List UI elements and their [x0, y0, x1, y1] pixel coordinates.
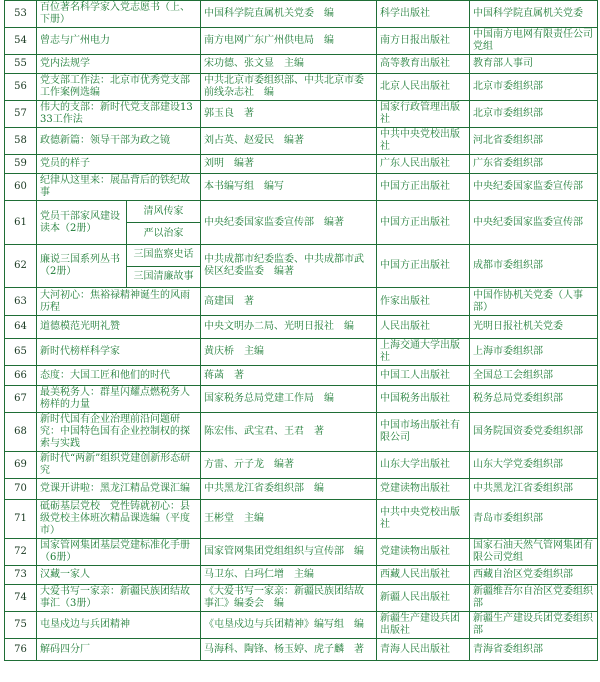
table-row — [5, 128, 598, 155]
row-number-cell: 74 — [5, 585, 37, 612]
table-row — [5, 174, 598, 201]
publisher-cell: 山东大学出版社 — [377, 452, 470, 479]
author-cell: 《大爱书写一家亲：新疆民族团结故事汇》编委会 编 — [201, 585, 377, 612]
recommending-org-cell: 成都市委组织部 — [470, 245, 598, 288]
row-number-cell: 54 — [5, 28, 37, 55]
book-title-cell: 解码四分厂 — [37, 639, 201, 661]
table-row — [5, 101, 598, 128]
recommending-org-cell: 新疆维吾尔自治区党委组织部 — [470, 585, 598, 612]
publisher-cell: 国家行政管理出版社 — [377, 101, 470, 128]
author-cell: 方雷、亓子龙 编著 — [201, 452, 377, 479]
author-cell: 《屯垦戍边与兵团精神》编写组 编 — [201, 612, 377, 639]
book-title-cell: 党员的样子 — [37, 155, 201, 174]
row-number-cell: 68 — [5, 413, 37, 452]
book-title-cell: 廉说三国系列丛书（2册） — [37, 245, 127, 288]
book-title-cell: 政德新篇：领导干部为政之镜 — [37, 128, 201, 155]
table-row — [5, 288, 598, 316]
row-number-cell: 75 — [5, 612, 37, 639]
table-row — [5, 413, 598, 452]
row-number-cell: 66 — [5, 366, 37, 386]
recommending-org-cell: 西藏自治区党委组织部 — [470, 566, 598, 585]
recommending-org-cell: 上海市委组织部 — [470, 339, 598, 366]
recommending-org-cell: 北京市委组织部 — [470, 101, 598, 128]
table-row — [5, 566, 598, 585]
publisher-cell: 中国方正出版社 — [377, 174, 470, 201]
recommending-org-cell: 中共黑龙江省委组织部 — [470, 479, 598, 500]
publisher-cell: 新疆人民出版社 — [377, 585, 470, 612]
row-number-cell: 71 — [5, 500, 37, 539]
recommending-org-cell: 教育部人事司 — [470, 55, 598, 74]
book-title-cell: 党内法规学 — [37, 55, 201, 74]
author-cell: 高建国 著 — [201, 288, 377, 316]
row-number-cell: 61 — [5, 201, 37, 245]
publisher-cell: 中国市场出版社有限公司 — [377, 413, 470, 452]
book-title-cell: 新时代“两新”组织党建创新形态研究 — [37, 452, 201, 479]
sub-volume-cell: 三国监察史话 — [127, 245, 201, 267]
publisher-cell: 人民出版社 — [377, 316, 470, 339]
book-title-cell: 大爱书写一家亲：新疆民族团结故事汇（3册） — [37, 585, 201, 612]
recommending-org-cell: 中国南方电网有限责任公司党组 — [470, 28, 598, 55]
row-number-cell: 63 — [5, 288, 37, 316]
publisher-cell: 上海交通大学出版社 — [377, 339, 470, 366]
book-title-cell: 汉藏一家人 — [37, 566, 201, 585]
row-number-cell: 55 — [5, 55, 37, 74]
sub-volume-cell: 严以治家 — [127, 223, 201, 245]
table-row — [5, 339, 598, 366]
publisher-cell: 党建读物出版社 — [377, 479, 470, 500]
book-title-cell: 屯垦戍边与兵团精神 — [37, 612, 201, 639]
book-title-cell: 新时代国有企业治理前沿问题研究：中国特色国有企业控制权的探索与实践 — [37, 413, 201, 452]
book-title-cell: 大河初心：焦裕禄精神诞生的风雨历程 — [37, 288, 201, 316]
book-title-cell: 道德模范光明礼赞 — [37, 316, 201, 339]
author-cell: 陈宏伟、武宝君、王君 著 — [201, 413, 377, 452]
table-row — [5, 74, 598, 101]
author-cell: 中共黑龙江省委组织部 编 — [201, 479, 377, 500]
author-cell: 本书编写组 编写 — [201, 174, 377, 201]
table-row — [5, 639, 598, 661]
row-number-cell: 62 — [5, 245, 37, 288]
row-number-cell: 60 — [5, 174, 37, 201]
book-title-cell: 纪律从这里来：展品背后的铁纪故事 — [37, 174, 201, 201]
author-cell: 中央纪委国家监委宣传部 编著 — [201, 201, 377, 245]
publisher-cell: 作家出版社 — [377, 288, 470, 316]
author-cell: 刘占英、赵爱民 编著 — [201, 128, 377, 155]
publisher-cell: 北京人民出版社 — [377, 74, 470, 101]
table-row — [5, 585, 598, 612]
table-row — [5, 55, 598, 74]
author-cell: 中央文明办二局、光明日报社 编 — [201, 316, 377, 339]
recommending-org-cell: 青岛市委组织部 — [470, 500, 598, 539]
recommending-org-cell: 青海省委组织部 — [470, 639, 598, 661]
author-cell: 国家税务总局党建工作局 编 — [201, 386, 377, 413]
author-cell: 蒋菡 著 — [201, 366, 377, 386]
recommending-org-cell: 全国总工会组织部 — [470, 366, 598, 386]
author-cell: 马卫东、白玛仁增 主编 — [201, 566, 377, 585]
table-row — [5, 201, 598, 223]
row-number-cell: 67 — [5, 386, 37, 413]
author-cell: 马海科、陶锋、杨玉婷、虎子麟 著 — [201, 639, 377, 661]
recommending-org-cell: 中国作协机关党委（人事部） — [470, 288, 598, 316]
author-cell: 黄庆桥 主编 — [201, 339, 377, 366]
author-cell: 国家管网集团党组组织与宣传部 编 — [201, 539, 377, 566]
book-title-cell: 党员干部家风建设读本（2册） — [37, 201, 127, 245]
publisher-cell: 中国方正出版社 — [377, 245, 470, 288]
publisher-cell: 科学出版社 — [377, 1, 470, 28]
book-title-cell: 新时代榜样科学家 — [37, 339, 201, 366]
recommending-org-cell: 中央纪委国家监委宣传部 — [470, 201, 598, 245]
recommending-org-cell: 山东大学党委组织部 — [470, 452, 598, 479]
table-row — [5, 386, 598, 413]
recommending-org-cell: 北京市委组织部 — [470, 74, 598, 101]
sub-volume-cell: 清风传家 — [127, 201, 201, 223]
book-title-cell: 曾志与广州电力 — [37, 28, 201, 55]
sub-volume-cell: 三国清廉故事 — [127, 266, 201, 288]
publisher-cell: 党建读物出版社 — [377, 539, 470, 566]
publisher-cell: 广东人民出版社 — [377, 155, 470, 174]
book-title-cell: 砥砺基层党校 党性铸就初心：县级党校主体班次精品课选编（平度市） — [37, 500, 201, 539]
table-row — [5, 1, 598, 28]
table-row — [5, 28, 598, 55]
table-row — [5, 366, 598, 386]
recommending-org-cell: 新疆生产建设兵团党委组织部 — [470, 612, 598, 639]
table-row — [5, 452, 598, 479]
row-number-cell: 72 — [5, 539, 37, 566]
book-list-table — [4, 0, 598, 661]
publisher-cell: 南方日报出版社 — [377, 28, 470, 55]
publisher-cell: 中国方正出版社 — [377, 201, 470, 245]
publisher-cell: 高等教育出版社 — [377, 55, 470, 74]
row-number-cell: 65 — [5, 339, 37, 366]
book-title-cell: 态度：大国工匠和他们的时代 — [37, 366, 201, 386]
row-number-cell: 59 — [5, 155, 37, 174]
table-row — [5, 612, 598, 639]
table-row — [5, 316, 598, 339]
author-cell: 中共成都市纪委监委、中共成都市武侯区纪委监委 编著 — [201, 245, 377, 288]
table-row — [5, 479, 598, 500]
author-cell: 中共北京市委组织部、中共北京市委前线杂志社 编 — [201, 74, 377, 101]
table-row — [5, 500, 598, 539]
author-cell: 王彬堂 主编 — [201, 500, 377, 539]
table-row — [5, 539, 598, 566]
recommending-org-cell: 中国科学院直属机关党委 — [470, 1, 598, 28]
book-title-cell: 党支部工作法：北京市优秀党支部工作案例选编 — [37, 74, 201, 101]
row-number-cell: 56 — [5, 74, 37, 101]
recommending-org-cell: 中央纪委国家监委宣传部 — [470, 174, 598, 201]
author-cell: 中国科学院直属机关党委 编 — [201, 1, 377, 28]
row-number-cell: 53 — [5, 1, 37, 28]
author-cell: 刘明 编著 — [201, 155, 377, 174]
row-number-cell: 73 — [5, 566, 37, 585]
publisher-cell: 中共中央党校出版社 — [377, 500, 470, 539]
book-title-cell: 国家管网集团基层党建标准化手册（6册） — [37, 539, 201, 566]
recommending-org-cell: 税务总局党委组织部 — [470, 386, 598, 413]
author-cell: 郭玉良 著 — [201, 101, 377, 128]
row-number-cell: 64 — [5, 316, 37, 339]
book-title-cell: 百位著名科学家入党志愿书（上、下册） — [37, 1, 201, 28]
recommending-org-cell: 光明日报社机关党委 — [470, 316, 598, 339]
row-number-cell: 57 — [5, 101, 37, 128]
publisher-cell: 中国工人出版社 — [377, 366, 470, 386]
row-number-cell: 70 — [5, 479, 37, 500]
book-list-body — [5, 1, 598, 661]
book-title-cell: 党课开讲啦：黑龙江精品党课汇编 — [37, 479, 201, 500]
publisher-cell: 西藏人民出版社 — [377, 566, 470, 585]
recommending-org-cell: 国家石油天然气管网集团有限公司党组 — [470, 539, 598, 566]
table-row — [5, 155, 598, 174]
row-number-cell: 69 — [5, 452, 37, 479]
book-title-cell: 伟大的支部：新时代党支部建设1333工作法 — [37, 101, 201, 128]
author-cell: 宋功德、张文显 主编 — [201, 55, 377, 74]
recommending-org-cell: 国务院国资委党委组织部 — [470, 413, 598, 452]
book-title-cell: 最美税务人：群星闪耀点燃税务人榜样的力量 — [37, 386, 201, 413]
publisher-cell: 新疆生产建设兵团出版社 — [377, 612, 470, 639]
row-number-cell: 76 — [5, 639, 37, 661]
recommending-org-cell: 广东省委组织部 — [470, 155, 598, 174]
recommending-org-cell: 河北省委组织部 — [470, 128, 598, 155]
author-cell: 南方电网广东广州供电局 编 — [201, 28, 377, 55]
publisher-cell: 中共中央党校出版社 — [377, 128, 470, 155]
row-number-cell: 58 — [5, 128, 37, 155]
publisher-cell: 中国税务出版社 — [377, 386, 470, 413]
publisher-cell: 青海人民出版社 — [377, 639, 470, 661]
table-row — [5, 245, 598, 267]
